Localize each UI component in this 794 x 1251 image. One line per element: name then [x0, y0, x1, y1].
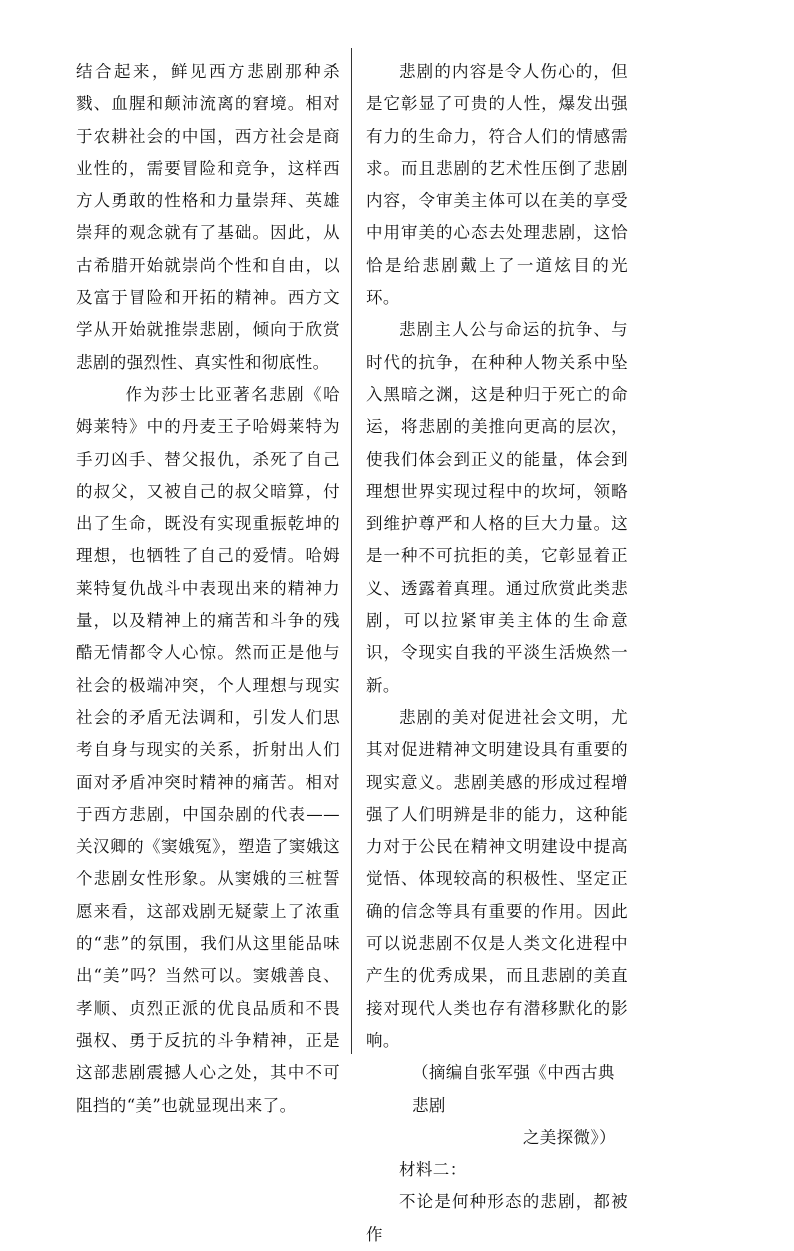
left-paragraph-2: 作为莎士比亚著名悲剧《哈姆莱特》中的丹麦王子哈姆莱特为手刃凶手、替父报仇，杀死了自己的叔父，又被自己的叔父暗算，付出了生命，既没有实现重振乾坤的理想，也牺牲了自己的爱情。哈姆莱特复仇战斗中表现出来的精神力量，以及精神上的痛苦和斗争的残酷无情都令人心惊。然而正是他与社会的极端冲突，个人理想与现实社会的矛盾无法调和，引发人们思考自身与现实的关系，折射出人们面对矛盾冲突时精神的痛苦。相对于西方悲剧，中国杂剧的代表——关汉卿的《窦娥冤》，塑造了窦娥这个悲剧女性形象。从窦娥的三桩誓愿来看，这部戏剧无疑蒙上了浓重的“悲”的氛围，我们从这里能品味出“美”吗？当然可以。窦娥善良、孝顺、贞烈正派的优良品质和不畏强权、勇于反抗的斗争精神，正是这部悲剧震撼人心之处，其中不可阻挡的“美”也就显现出来了。 — [76, 384, 340, 1115]
column-divider — [351, 48, 352, 1054]
right-column — [366, 56, 628, 1251]
left-column — [76, 56, 340, 1122]
right-paragraph-4: 不论是何种形态的悲剧，都被作 — [366, 1192, 628, 1244]
material-label: 材料二： — [399, 1160, 467, 1180]
right-paragraph-3: 悲剧的美对促进社会文明，尤其对促进精神文明建设具有重要的现实意义。悲剧美感的形成过程增强了人们明辨是非的能力，这种能力对于公民在精神文明建设中提高觉悟、体现较高的积极性、坚定正确的信念等具有重要的作用。因此可以说悲剧不仅是人类文化进程中产生的优秀成果，而且悲剧的美直接对现代人类也存有潜移默化的影响。 — [366, 707, 628, 1050]
right-paragraph-1: 悲剧的内容是令人伤心的，但是它彰显了可贵的人性，爆发出强有力的生命力，符合人们的情感需求。而且悲剧的艺术性压倒了悲剧内容，令审美主体可以在美的享受中用审美的心态去处理悲剧，这恰恰是给悲剧戴上了一道炫目的光环。 — [366, 62, 628, 308]
right-paragraph-2: 悲剧主人公与命运的抗争、与时代的抗争，在种种人物关系中坠入黑暗之渊，这是种归于死亡的命运，将悲剧的美推向更高的层次，使我们体会到正义的能量，体会到理想世界实现过程中的坎坷，领略到维护尊严和人格的巨大力量。这是一种不可抗拒的美，它彰显着正义、透露着真理。通过欣赏此类悲剧，可以拉紧审美主体的生命意识，令现实自我的平淡生活焕然一新。 — [366, 320, 628, 695]
left-paragraph-1: 结合起来，鲜见西方悲剧那种杀戮、血腥和颠沛流离的窘境。相对于农耕社会的中国，西方社会是商业性的，需要冒险和竞争，这样西方人勇敢的性格和力量崇拜、英雄崇拜的观念就有了基础。因此，从古希腊开始就崇尚个性和自由，以及富于冒险和开拓的精神。西方文学从开始就推崇悲剧，倾向于欣赏悲剧的强烈性、真实性和彻底性。 — [76, 62, 340, 372]
citation-line-1: （摘编自张军强《中西古典悲剧 — [412, 1063, 615, 1115]
citation-line-2: 之美探微》） — [522, 1127, 616, 1147]
